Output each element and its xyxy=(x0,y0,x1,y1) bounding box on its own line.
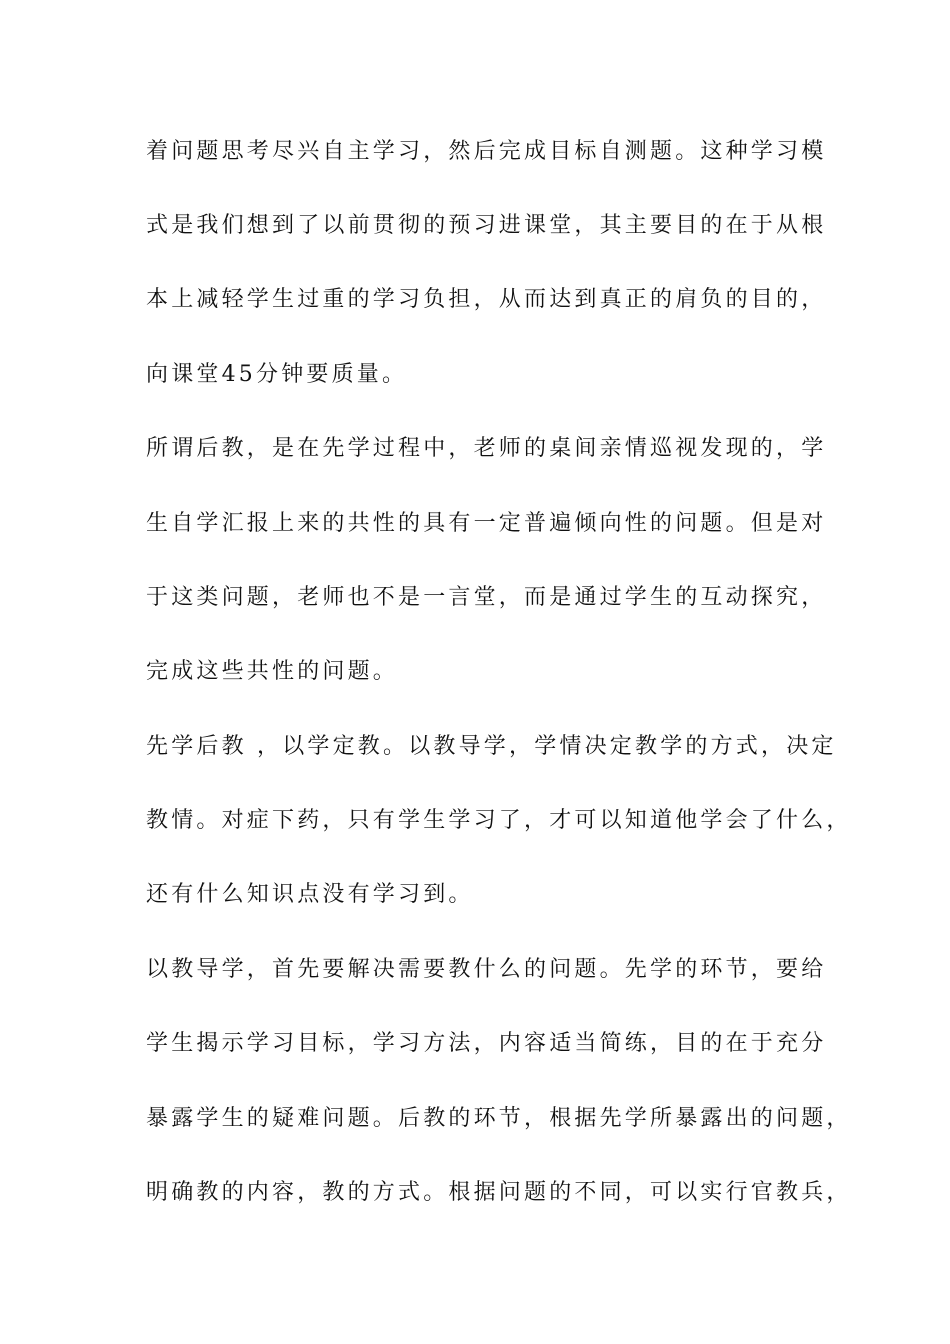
text-line: 着问题思考尽兴自主学习，然后完成目标自测题。这种学习模 xyxy=(146,139,827,164)
text-line: 式是我们想到了以前贯彻的预习进课堂，其主要目的在于从根 xyxy=(146,213,827,238)
text-line: 所谓后教，是在先学过程中，老师的桌间亲情巡视发现的，学 xyxy=(146,436,827,461)
text-line: 学生揭示学习目标，学习方法，内容适当简练，目的在于充分 xyxy=(146,1031,827,1056)
text-line: 先学后教 ，以学定教。以教导学，学情决定教学的方式，决定 xyxy=(146,734,837,759)
text-line: 暴露学生的疑难问题。后教的环节，根据先学所暴露出的问题， xyxy=(146,1106,852,1131)
text-line: 明确教的内容，教的方式。根据问题的不同，可以实行官教兵， xyxy=(146,1180,852,1205)
text-line: 向课堂45分钟要质量。 xyxy=(146,362,408,387)
text-line: 教情。对症下药，只有学生学习了，才可以知道他学会了什么， xyxy=(146,808,852,833)
text-line: 生自学汇报上来的共性的具有一定普遍倾向性的问题。但是对 xyxy=(146,511,827,536)
text-line: 还有什么知识点没有学习到。 xyxy=(146,882,474,907)
text-line: 本上减轻学生过重的学习负担，从而达到真正的肩负的目的， xyxy=(146,287,827,312)
text-line: 完成这些共性的问题。 xyxy=(146,659,399,684)
text-line: 以教导学，首先要解决需要教什么的问题。先学的环节，要给 xyxy=(146,957,827,982)
text-line: 于这类问题，老师也不是一言堂，而是通过学生的互动探究， xyxy=(146,585,827,610)
